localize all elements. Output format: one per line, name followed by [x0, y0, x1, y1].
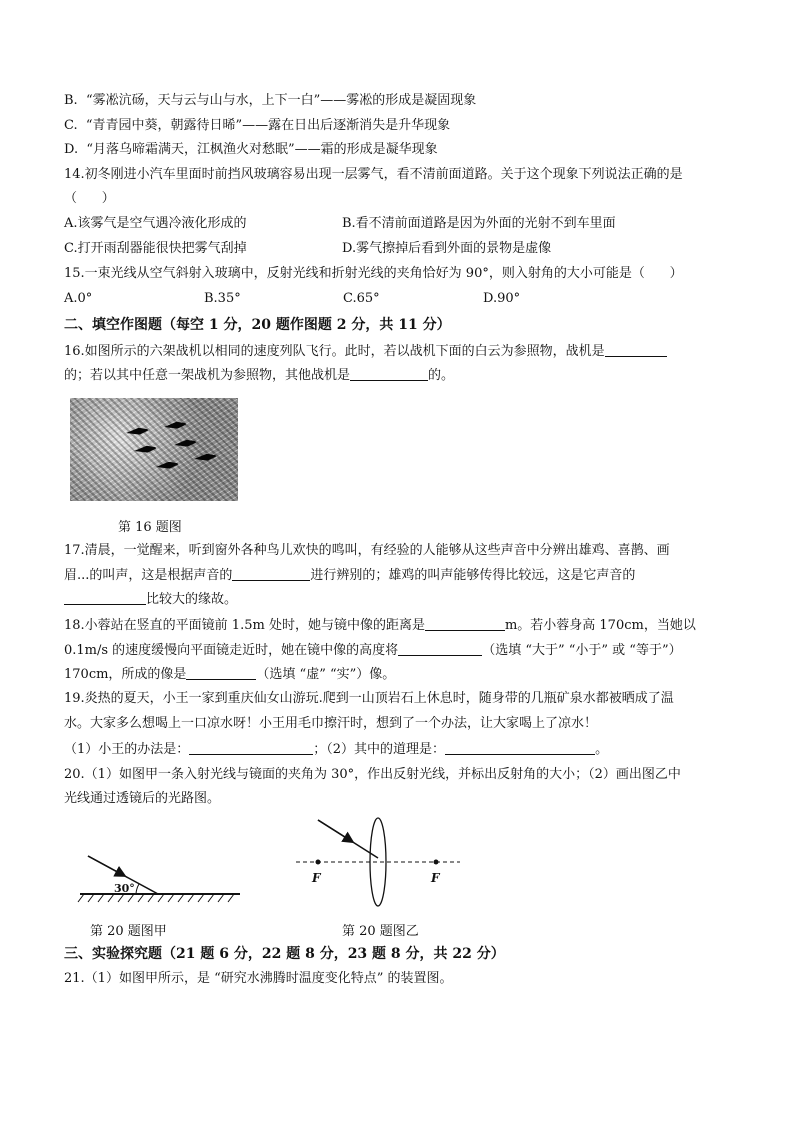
q19-text-1: 19.炎热的夏天，小王一家到重庆仙女山游玩.爬到一山顶岩石上休息时，随身带的几瓶矿泉水都被晒成了温 — [64, 691, 674, 706]
q18-text-1a: 18.小蓉站在竖直的平面镜前 1.5m 处时，她与镜中像的距离是 — [64, 618, 425, 633]
figure-20b-lens-diagram — [294, 814, 462, 914]
q14-answer-paren: （ ） — [64, 191, 115, 206]
q13-option-d: D. “月落乌啼霜满天，江枫渔火对愁眠”——霜的形成是凝华现象 — [64, 142, 438, 157]
q16-text-2b: 的。 — [428, 368, 455, 383]
q15-option-d: D.90° — [483, 291, 521, 306]
q16-figure-caption: 第 16 题图 — [118, 520, 182, 535]
q14-stem: 14.初冬刚进小汽车里面时前挡风玻璃容易出现一层雾气，看不清前面道路。关于这个现象下列说法正确的是 — [64, 167, 683, 182]
q14-option-b: B.看不清前面道路是因为外面的光射不到车里面 — [342, 216, 616, 231]
q18-blank-3[interactable] — [186, 665, 256, 680]
q20-figure-a-caption: 第 20 题图甲 — [90, 924, 167, 939]
q16-text-1: 16.如图所示的六架战机以相同的速度列队飞行。此时，若以战机下面的白云为参照物，战机是 — [64, 344, 605, 359]
q15-option-c: C.65° — [343, 291, 380, 306]
q19-line-3 — [64, 740, 608, 759]
q21-text-1: 21.（1）如图甲所示，是 “研究水沸腾时温度变化特点” 的装置图。 — [64, 971, 453, 986]
focus-label-left: F — [312, 871, 321, 885]
q18-text-3a: 170cm，所成的像是 — [64, 667, 187, 682]
angle-label: 30° — [114, 882, 135, 895]
q18-blank-1[interactable] — [425, 616, 505, 631]
section-2-title: 二、填空作图题（每空 1 分，20 题作图题 2 分，共 11 分） — [64, 317, 451, 333]
q19-text-3b: ；（2）其中的道理是： — [313, 742, 446, 757]
q16-line-2 — [64, 366, 454, 385]
q19-blank-2[interactable] — [445, 740, 595, 755]
q17-line-2 — [64, 566, 635, 585]
q18-line-2 — [64, 641, 682, 660]
q17-text-2b: 进行辨别的；雄鸡的叫声能够传得比较远，这是它声音的 — [310, 568, 636, 583]
q18-blank-2[interactable] — [398, 641, 482, 656]
focus-point-right — [434, 860, 439, 865]
focus-label-right: F — [431, 871, 440, 885]
q19-text-2: 水。大家多么想喝上一口凉水呀！小王用毛巾擦汗时，想到了一个办法，让大家喝上了凉水！ — [64, 716, 598, 731]
q19-text-3c: 。 — [595, 742, 609, 757]
q13-option-c: C. “青青园中葵，朝露待日晞”——露在日出后逐渐消失是升华现象 — [64, 118, 451, 133]
q14-option-d: D.雾气擦掉后看到外面的景物是虚像 — [342, 241, 552, 256]
q20-text-2: 光线通过透镜后的光路图。 — [64, 791, 221, 806]
q17-text-1: 17.清晨，一觉醒来，听到窗外各种鸟儿欢快的鸣叫，有经验的人能够从这些声音中分辨出雄鸡、喜鹊、画 — [64, 543, 670, 558]
focus-point-left — [316, 860, 321, 865]
q14-option-c: C.打开雨刮器能很快把雾气刮掉 — [64, 241, 247, 256]
fighter-jets-photo — [70, 398, 238, 501]
q18-line-1 — [64, 616, 696, 635]
q17-blank-2[interactable] — [64, 590, 146, 605]
q15-option-b: B.35° — [204, 291, 241, 306]
q16-line-1 — [64, 342, 667, 361]
q16-blank-2[interactable] — [350, 366, 428, 381]
figure-20a-mirror-diagram — [72, 846, 248, 910]
q13-option-b: B. “雾凇沆砀，天与云与山与水，上下一白”——雾凇的形成是凝固现象 — [64, 93, 477, 108]
q19-blank-1[interactable] — [189, 740, 313, 755]
q17-text-3: 比较大的缘故。 — [146, 592, 238, 607]
q17-text-2a: 眉...的叫声，这是根据声音的 — [64, 568, 233, 583]
q15-option-a: A.0° — [64, 291, 93, 306]
q14-option-a: A.该雾气是空气遇冷液化形成的 — [64, 216, 247, 231]
section-3-title: 三、实验探究题（21 题 6 分，22 题 8 分，23 题 8 分，共 22 分） — [64, 946, 505, 962]
q16-blank-1[interactable] — [605, 342, 667, 357]
q17-blank-1[interactable] — [232, 566, 310, 581]
q18-text-3b: （选填 “虚” “实”）像。 — [256, 667, 396, 682]
q17-line-3 — [64, 590, 237, 609]
q16-text-2a: 的；若以其中任意一架战机为参照物，其他战机是 — [64, 368, 351, 383]
q18-text-1b: m。若小蓉身高 170cm，当她以 — [504, 618, 696, 633]
q20-text-1: 20.（1）如图甲一条入射光线与镜面的夹角为 30°，作出反射光线，并标出反射角的大小；（2）画出图乙中 — [64, 767, 681, 782]
q18-text-2b: （选填 “大于” “小于” 或 “等于”） — [482, 643, 682, 658]
q18-line-3 — [64, 665, 395, 684]
q18-text-2a: 0.1m/s 的速度缓慢向平面镜走近时，她在镜中像的高度将 — [64, 643, 399, 658]
q20-figure-b-caption: 第 20 题图乙 — [342, 924, 419, 939]
q19-text-3a: （1）小王的办法是： — [64, 742, 190, 757]
q15-stem: 15.一束光线从空气斜射入玻璃中，反射光线和折射光线的夹角恰好为 90°，则入射角的大小可能是（ ） — [64, 266, 683, 281]
